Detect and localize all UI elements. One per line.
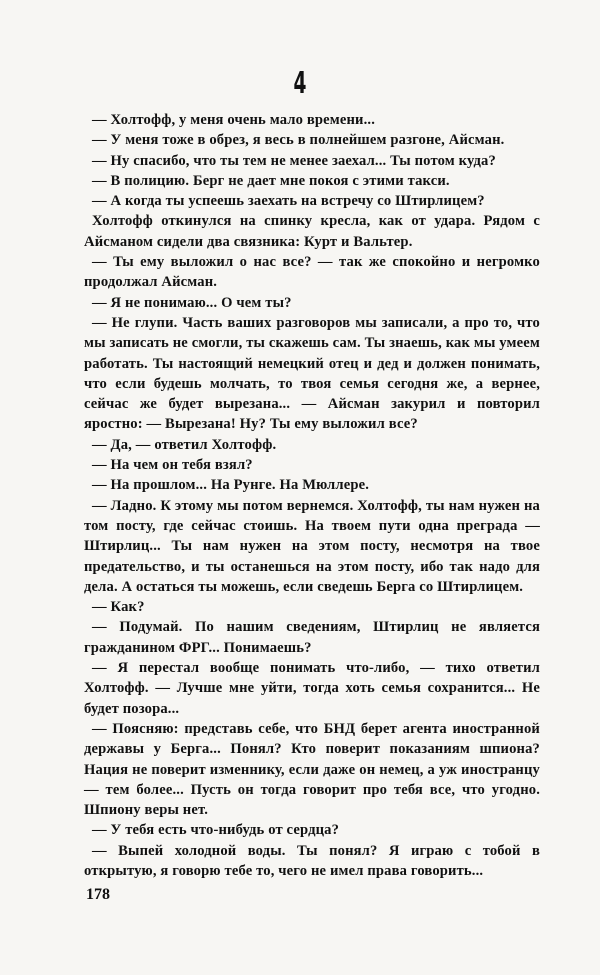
paragraph: — У меня тоже в обрез, я весь в полнейшем разгоне, Айсман. xyxy=(92,132,505,149)
paragraph: — У тебя есть что-нибудь от сердца? xyxy=(92,822,340,839)
paragraph: — Я перестал вообще понимать что-либо, — тихо ответил Холтофф. — Лучше мне уйти, тогда хоть семья сохранится... Не будет позора... xyxy=(84,660,540,717)
paragraph: — Я не понимаю... О чем ты? xyxy=(92,294,292,311)
paragraph: — Не глупи. Часть ваших разговоров мы записали, а про то, что мы записать не смогли, ты скажешь сам. Ты знаешь, как мы умеем работать. Ты настоящий немецкий отец и дед и должен понимать, что если будешь молчать, то твоя семья сегодня же, а вернее, сейчас же будет вырезана... — Айсман закурил и повторил яростно: — Вырезана! Ну? Ты ему выложил все? xyxy=(84,314,540,433)
paragraph: — Ладно. К этому мы потом вернемся. Холтофф, ты нам нужен на том посту, где сейчас стоишь. На твоем пути одна преграда — Штирлиц... Ты нам нужен на этом посту, несмотря на твое предательство, и ты останешься на этом посту, ибо так надо для дела. А остаться ты можешь, если сведешь Берга со Штирлицем. xyxy=(84,497,540,595)
paragraph: — Холтофф, у меня очень мало времени... xyxy=(92,112,376,128)
chapter-number: 4 xyxy=(293,66,307,101)
paragraph: — Ну спасибо, что ты тем не менее заехал... Ты потом куда? xyxy=(92,152,496,169)
paragraph: — На чем он тебя взял? xyxy=(92,457,253,474)
paragraph: — Подумай. По нашим сведениям, Штирлиц не является гражданином ФРГ... Понимаешь? xyxy=(84,619,540,656)
paragraph: — Поясняю: представь себе, что БНД берет агента иностранной державы у Берга... Понял? Кто поверит показаниям шпиона? Нация не поверит изменнику, если даже он немец, а уж иностранцу — тем более... Пусть он тогда говорит про тебя все, что угодно. Шпиону веры нет. xyxy=(84,720,540,819)
page-number: 178 xyxy=(86,886,110,903)
paragraph: Холтофф откинулся на спинку кресла, как от удара. Рядом с Айсманом сидели два связника: Курт и Вальтер. xyxy=(84,213,540,250)
paragraph: — Да, — ответил Холтофф. xyxy=(92,436,277,453)
paragraph: — В полицию. Берг не дает мне покоя с этими такси. xyxy=(92,172,450,189)
body-text xyxy=(84,110,540,881)
paragraph: — На прошлом... На Рунге. На Мюллере. xyxy=(92,477,370,494)
paragraph: — А когда ты успеешь заехать на встречу со Штирлицем? xyxy=(92,193,485,210)
paragraph: — Как? xyxy=(92,599,145,616)
paragraph: — Выпей холодной воды. Ты понял? Я играю с тобой в открытую, я говорю тебе то, чего не имел права говорить... xyxy=(84,842,540,879)
paragraph: — Ты ему выложил о нас все? — так же спокойно и негромко продолжал Айсман. xyxy=(84,254,540,291)
